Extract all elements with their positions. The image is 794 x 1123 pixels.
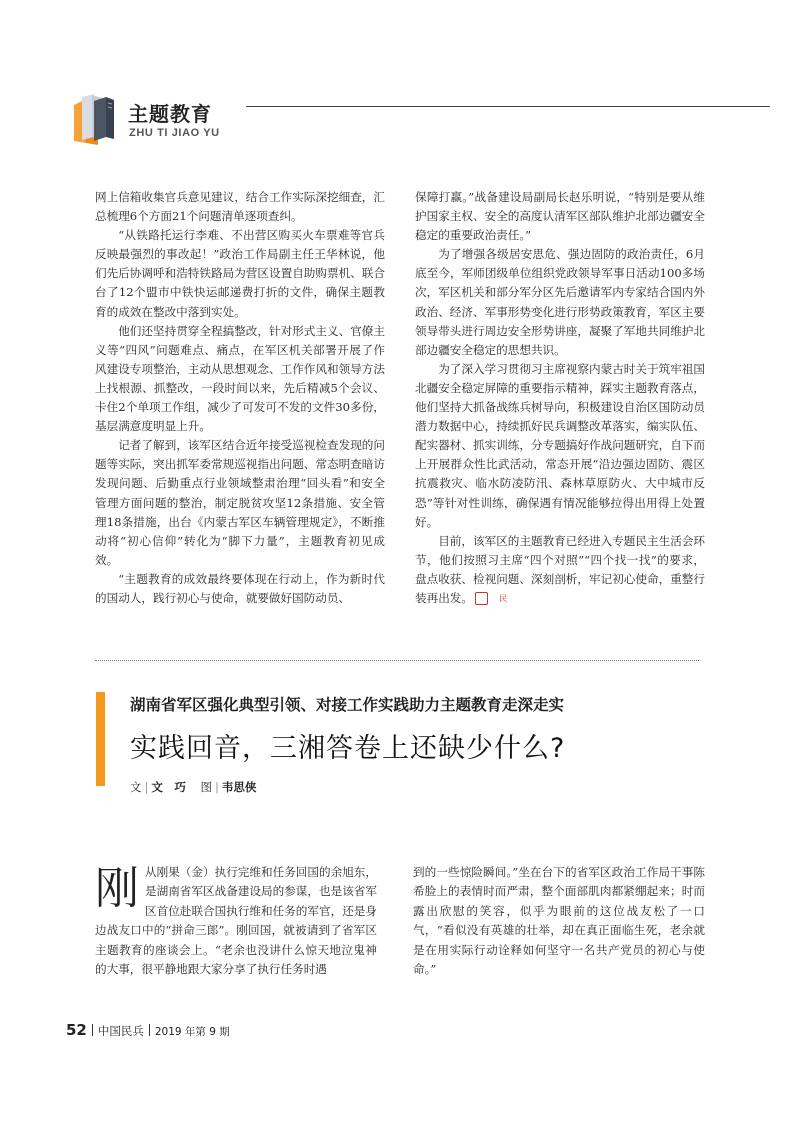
paragraph: 记者了解到，该军区结合近年接受巡视检查发现的问题等实际，突出抓军委常规巡视指出问题、常态明查暗访发现问题、后勤重点行业领域整肃治理“回头看”和安全管理方面问题的整治，制定脱贫攻坚12条措施、安全管理18条措施，出台《内蒙古军区车辆管理规定》，不断推动将“初心信仰”转化为“脚下力量”，主题教育初见成效。 — [95, 438, 385, 567]
paragraph: 他们还坚持贯穿全程搞整改，针对形式主义、官僚主义等“四风”问题难点、痛点，在军区机关部署开展了作风建设专项整治，主动从思想观念、工作作风和领导方法上找根源、抓整改，一段时间以来，先后精减5个会议、卡住2个单项工作组，减少了可发可不发的文件30多份，基层满意度明显上升。 — [95, 323, 385, 434]
byline-photographer: 韦思侠 — [221, 780, 257, 794]
page-footer — [66, 1020, 230, 1039]
paragraph: 为了增强各级居安思危、强边固防的政治责任，6月底至今，军师团级单位组织党政领导军事日活动100多场次，军区机关和部分军分区先后邀请军内专家结合国内外政治、经济、军事形势变化进行形势政策教育，军区主要领导带头进行周边安全形势讲座，凝聚了军地共同维护北部边疆安全稳定的思想共识。 — [415, 247, 705, 357]
paragraph: 从刚果（金）执行完维和任务回国的余旭东，是湖南省军区战备建设局的参谋，也是该省军区首位赴联合国执行维和任务的军官，还是身边战友口中的“拼命三郎”。刚回国，就被请到了省军区主题教育的座谈会上。“老余也没讲什么惊天地泣鬼神的大事，很平静地跟大家分享了执行任务时遇 — [95, 865, 377, 977]
article2-kicker: 湖南省军区强化典型引领、对接工作实践助力主题教育走深走实 — [130, 696, 565, 714]
paragraph: 保障打赢。”战备建设局副局长赵乐明说，“特别是要从维护国家主权、安全的高度认清军区部队维护北部边疆安全稳定的重要政治责任。” — [415, 190, 705, 243]
issue-label: 2019 年第 9 期 — [154, 1026, 230, 1038]
byline: 文 | 文 巧 图 | 韦思侠 — [130, 780, 257, 794]
paragraph-last — [415, 532, 705, 608]
byline-author: 文 巧 — [151, 780, 186, 794]
article-divider — [95, 660, 699, 661]
book-stack-icon — [72, 93, 116, 147]
paragraph-text: 目前，该军区的主题教育已经进入专题民主生活会环节，他们按照习主席“四个对照”“四个找一找”的要求，盘点收获、检视问题、深刻剖析，牢记初心使命，重整行装再出发。 — [415, 533, 705, 605]
drop-cap: 刚 — [95, 863, 139, 914]
paragraph: 为了深入学习贯彻习主席视察内蒙古时关于筑牢祖国北疆安全稳定屏障的重要指示精神，踩实主题教育落点，他们坚持大抓备战练兵树导向，积极建设自治区国防动员潜力数据中心，持续抓好民兵调整改革落实，编实队伍、配实器材、抓实训练，分专题搞好作战问题研究，自下而上开展群众性比武活动，常态开展“沿边强边固防、震区抗震救灾、临水防凌防汛、森林草原防火、大中城市反恐”等针对性训练，确保遇有情况能够拉得出用得上处置好。 — [415, 361, 705, 529]
section-title: 主题教育 — [128, 102, 212, 126]
article2-headline: 实践回音，三湘答卷上还缺少什么? — [130, 733, 566, 764]
byline-photo-label: 图 — [200, 780, 212, 794]
paragraph: 到的一些惊险瞬间。”坐在台下的省军区政治工作局干事陈希脸上的表情时而严肃，整个面部肌肉都紧绷起来；时而露出欣慰的笑容，似乎为眼前的这位战友松了一口气，“看似没有英雄的壮举，却在真正面临生死，老余就是在用实际行动诠释如何坚守一名共产党员的初心与使命。” — [413, 865, 705, 977]
accent-bar — [96, 692, 105, 786]
header-rule — [246, 106, 770, 107]
page-number: 52 — [66, 1021, 87, 1039]
paragraph: 网上信箱收集官兵意见建议，结合工作实际深挖细查，汇总梳理6个方面21个问题清单逐项查纠。 — [95, 190, 385, 224]
section-subtitle: ZHU TI JIAO YU — [129, 127, 220, 139]
article2-right-column — [413, 863, 705, 979]
magazine-name: 中国民兵 — [97, 1024, 144, 1038]
article2-left-column — [95, 863, 377, 979]
article1-left-column — [95, 188, 385, 608]
article-end-mark-icon: 民 — [475, 592, 488, 605]
paragraph: “主题教育的成效最终要体现在行动上，作为新时代的国动人，践行初心与使命，就要做好国防动员、 — [95, 571, 385, 605]
paragraph: “从铁路托运行李难、不出营区购买火车票难等官兵反映最强烈的事改起！”政治工作局副主任王华林说，他们先后协调呼和浩特铁路局为营区设置自助购票机、联合台了12个盟市中铁快运邮递费打折的文件，确保主题教育的成效在整改中落到实处。 — [95, 228, 385, 319]
article1-right-column — [415, 188, 705, 608]
byline-text-label: 文 — [130, 780, 142, 794]
